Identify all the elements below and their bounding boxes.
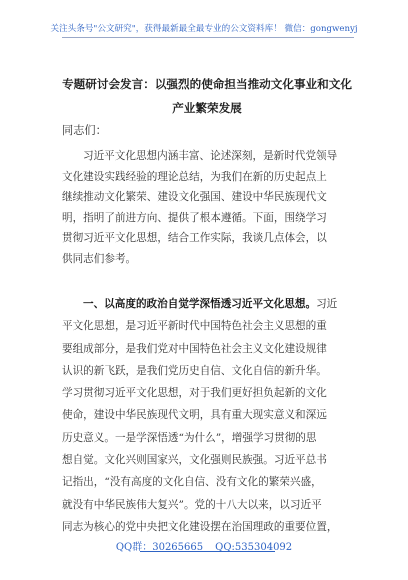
- document-title: [52, 72, 362, 120]
- paragraph-line: 习近平文化思想内涵丰富、论述深刻，是新时代党领导: [83, 150, 338, 162]
- paragraph-line: 继续推动文化繁荣、建设文化强国、建设中华民族现代文: [62, 191, 327, 203]
- paragraph-intro: [62, 146, 358, 269]
- salutation: 同志们：: [62, 124, 107, 137]
- header-divider: [62, 37, 354, 38]
- qq-number-text: QQ:535304092: [215, 542, 293, 553]
- paragraph-line: 学习贯彻习近平文化思想，对于我们更好担负起新的文化: [62, 387, 327, 400]
- paragraph-line: 文化建设实践经验的理论总结，为我们在新的历史起点上: [62, 170, 327, 183]
- section-1-heading: 一、以高度的政治自觉学深悟透习近平文化思想。: [83, 298, 317, 310]
- qq-group-text: QQ群：30265665: [115, 542, 204, 553]
- paragraph-line: 记指出，“没有高度的文化自信、没有文化的繁荣兴盛，: [62, 476, 322, 489]
- paragraph-line: 要组成部分，是我们党对中国特色社会主义文化建设规律: [62, 342, 327, 355]
- paragraph-line: 就没有中华民族伟大复兴”。党的十八大以来，以习近平: [62, 498, 322, 511]
- paragraph-line: 明，指明了前进方向、提供了根本遵循。下面，围绕学习: [62, 211, 327, 224]
- promo-banner: 关注头条号"公文研究"，获得最新最全最专业的公文资料库！ 微信：gongwenyj: [50, 24, 358, 34]
- paragraph-section-1: [62, 293, 358, 538]
- section-heading-line: 一、以高度的政治自觉学深悟透习近平文化思想。习近: [83, 298, 338, 310]
- paragraph-line: 供同志们参考。: [62, 252, 137, 265]
- paragraph-line: 历史意义。一是学深悟透“为什么”，增强学习贯彻的思: [62, 431, 317, 444]
- paragraph-line: 想自觉。文化兴则国家兴，文化强则民族强。习近平总书: [62, 454, 327, 467]
- paragraph-line: 同志为核心的党中央把文化建设摆在治国理政的重要位置，: [62, 520, 338, 533]
- paragraph-line: 贯彻习近平文化思想，结合工作实际，我谈几点体会，以: [62, 232, 327, 244]
- footer-underline: [140, 551, 275, 552]
- title-line-2: 产业繁荣发展: [172, 101, 242, 115]
- paragraph-line: 平文化思想，是习近平新时代中国特色社会主义思想的重: [62, 320, 327, 333]
- title-line-1: 专题研讨会发言：以强烈的使命担当推动文化事业和文化: [62, 77, 352, 91]
- paragraph-line: 认识的新飞跃，是我们党历史自信、文化自信的新升华。: [62, 364, 327, 377]
- paragraph-line: 使命，建设中华民族现代文明，具有重大现实意义和深远: [62, 409, 327, 422]
